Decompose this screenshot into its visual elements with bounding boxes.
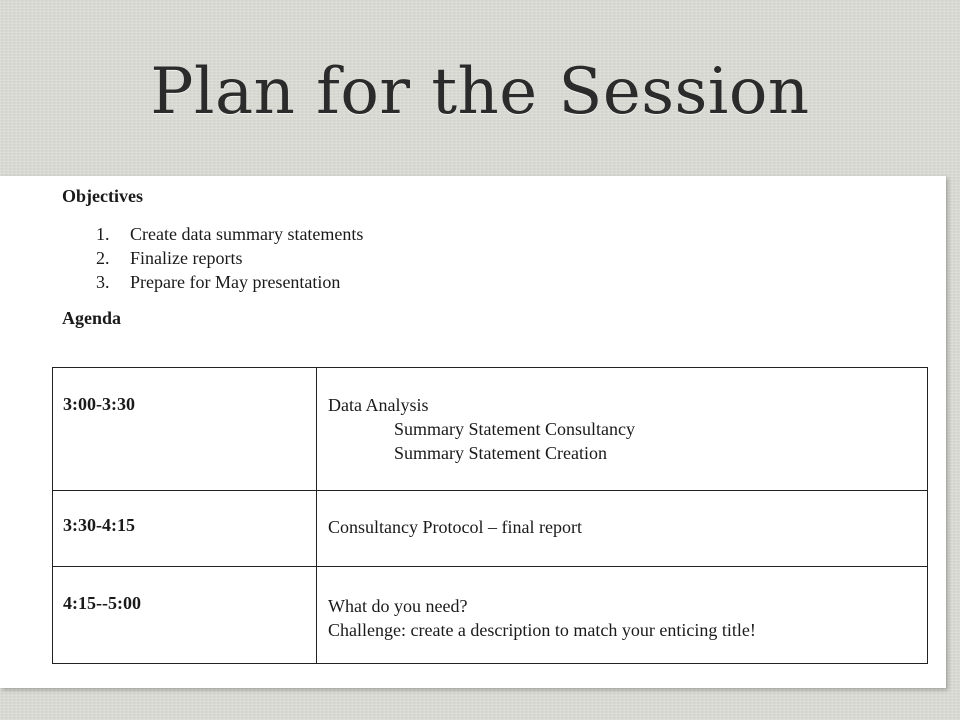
objectives-heading: Objectives [62, 186, 143, 206]
agenda-activity [317, 567, 928, 664]
objective-item [62, 270, 942, 294]
activity-subitem: Summary Statement Creation [394, 443, 607, 463]
agenda-time: 4:15--5:00 [53, 567, 317, 664]
table-row [53, 567, 928, 664]
agenda-time: 3:00-3:30 [53, 368, 317, 491]
agenda-activity [317, 368, 928, 491]
objective-text: Prepare for May presentation [130, 272, 341, 292]
objective-text: Finalize reports [130, 248, 243, 268]
activity-title: Consultancy Protocol – final report [328, 517, 582, 537]
activity-line: Challenge: create a description to match your enticing title! [328, 620, 756, 640]
activity-subitem: Summary Statement Consultancy [394, 419, 635, 439]
table-row [53, 491, 928, 567]
table-row [53, 368, 928, 491]
activity-title: Data Analysis [328, 395, 429, 415]
agenda-time: 3:30-4:15 [53, 491, 317, 567]
document-panel [0, 176, 946, 688]
objective-item [62, 246, 942, 270]
objective-item [62, 222, 942, 246]
document-content [62, 184, 942, 330]
objective-text: Create data summary statements [130, 224, 364, 244]
agenda-heading: Agenda [62, 308, 122, 328]
agenda-table [52, 367, 928, 664]
activity-line: What do you need? [328, 596, 468, 616]
objective-number: 1. [96, 224, 110, 244]
objective-number: 3. [96, 272, 110, 292]
objectives-list [62, 222, 942, 294]
objective-number: 2. [96, 248, 110, 268]
agenda-activity [317, 491, 928, 567]
slide-title: Plan for the Session [150, 55, 810, 129]
